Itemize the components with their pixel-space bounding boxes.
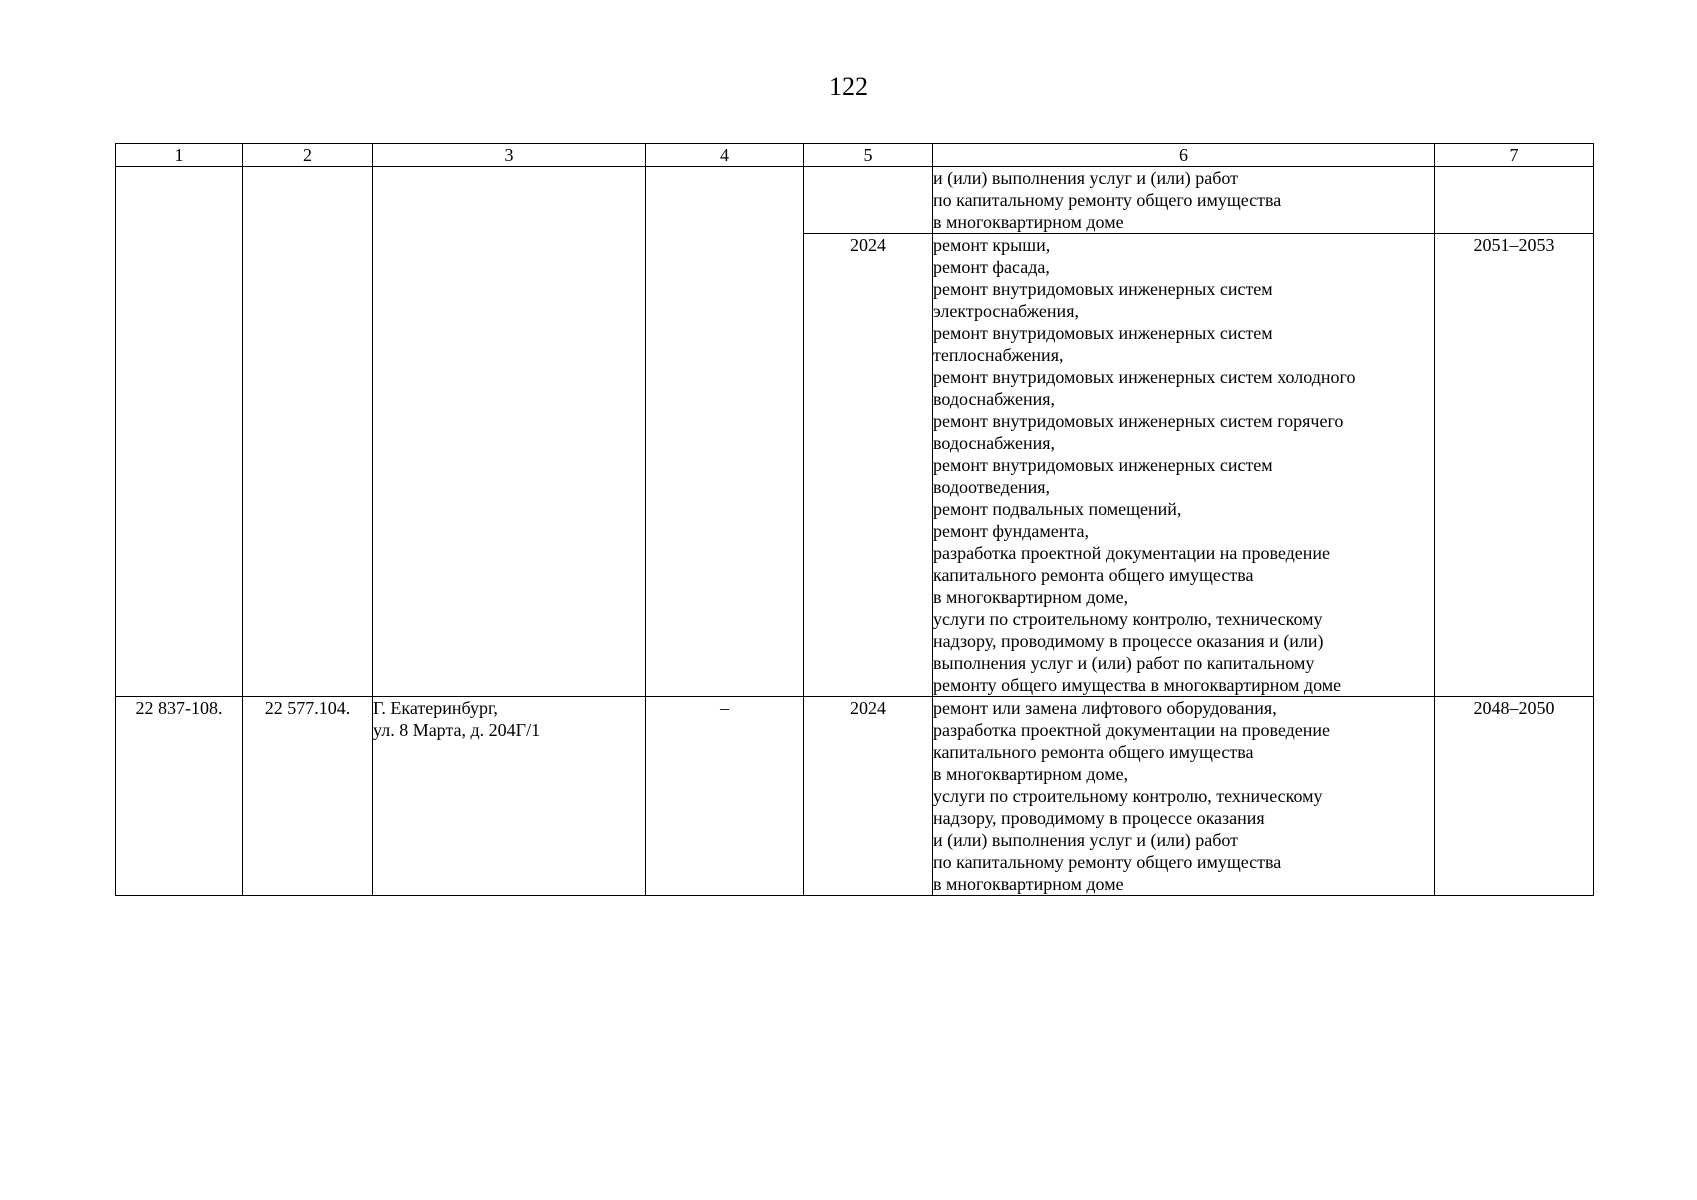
works-line: водоотведения, [933, 477, 1050, 497]
address-cell [373, 697, 646, 896]
works-line: капитального ремонта общего имущества [933, 742, 1254, 762]
works-line: по капитальному ремонту общего имущества [933, 190, 1282, 210]
works-line: ремонт или замена лифтового оборудования, [933, 698, 1277, 718]
empty-cell [646, 167, 804, 697]
year-cell: 2024 [804, 234, 933, 697]
column-number: 7 [1435, 144, 1594, 167]
entry-number-cell: 22 837-108. [116, 697, 243, 896]
table-row [116, 697, 1594, 896]
column-number: 5 [804, 144, 933, 167]
table-row [116, 167, 1594, 234]
empty-cell [243, 167, 373, 697]
works-line: ремонт подвальных помещений, [933, 499, 1182, 519]
works-line: ремонт внутридомовых инженерных систем [933, 455, 1273, 475]
column-number: 4 [646, 144, 804, 167]
works-line: капитального ремонта общего имущества [933, 565, 1254, 585]
works-line: в многоквартирном доме [933, 212, 1124, 232]
works-line: в многоквартирном доме, [933, 764, 1129, 784]
works-cell [933, 167, 1435, 234]
empty-cell [373, 167, 646, 697]
works-line: услуги по строительному контролю, техническому [933, 609, 1323, 629]
works-line: ремонт внутридомовых инженерных систем горячего [933, 411, 1344, 431]
empty-cell [804, 167, 933, 234]
column-number-row [116, 144, 1594, 167]
works-line: теплоснабжения, [933, 345, 1064, 365]
year-cell: 2024 [804, 697, 933, 896]
column-number: 1 [116, 144, 243, 167]
works-cell [933, 697, 1435, 896]
column-number: 3 [373, 144, 646, 167]
works-line: водоснабжения, [933, 433, 1056, 453]
period-cell: 2048–2050 [1435, 697, 1594, 896]
period-cell: 2051–2053 [1435, 234, 1594, 697]
works-line: ремонту общего имущества в многоквартирном доме [933, 675, 1342, 695]
column-number: 2 [243, 144, 373, 167]
works-line: ремонт внутридомовых инженерных систем холодного [933, 367, 1356, 387]
works-line: ремонт внутридомовых инженерных систем [933, 323, 1273, 343]
page-number: 122 [829, 72, 868, 101]
works-line: по капитальному ремонту общего имущества [933, 852, 1282, 872]
address-line: ул. 8 Марта, д. 204Г/1 [373, 720, 541, 740]
works-line: ремонт фасада, [933, 257, 1050, 277]
entry-code-cell: 22 577.104. [243, 697, 373, 896]
works-line: электроснабжения, [933, 301, 1079, 321]
empty-cell [1435, 167, 1594, 234]
works-line: ремонт внутридомовых инженерных систем [933, 279, 1273, 299]
works-line: ремонт крыши, [933, 235, 1051, 255]
works-line: разработка проектной документации на проведение [933, 720, 1331, 740]
works-line: выполнения услуг и (или) работ по капитальному [933, 653, 1315, 673]
empty-cell [116, 167, 243, 697]
address-line: Г. Екатеринбург, [373, 698, 498, 718]
works-line: ремонт фундамента, [933, 521, 1089, 541]
works-line: услуги по строительному контролю, техническому [933, 786, 1323, 806]
works-line: в многоквартирном доме [933, 874, 1124, 894]
works-line: в многоквартирном доме, [933, 587, 1129, 607]
works-line: надзору, проводимому в процессе оказания [933, 808, 1265, 828]
works-line: надзору, проводимому в процессе оказания и (или) [933, 631, 1324, 651]
works-line: разработка проектной документации на проведение [933, 543, 1331, 563]
dash-cell: – [646, 697, 804, 896]
works-line: и (или) выполнения услуг и (или) работ [933, 830, 1239, 850]
works-cell [933, 234, 1435, 697]
column-number: 6 [933, 144, 1435, 167]
works-line: водоснабжения, [933, 389, 1056, 409]
works-line: и (или) выполнения услуг и (или) работ [933, 168, 1239, 188]
capital-repair-table [115, 143, 1594, 896]
